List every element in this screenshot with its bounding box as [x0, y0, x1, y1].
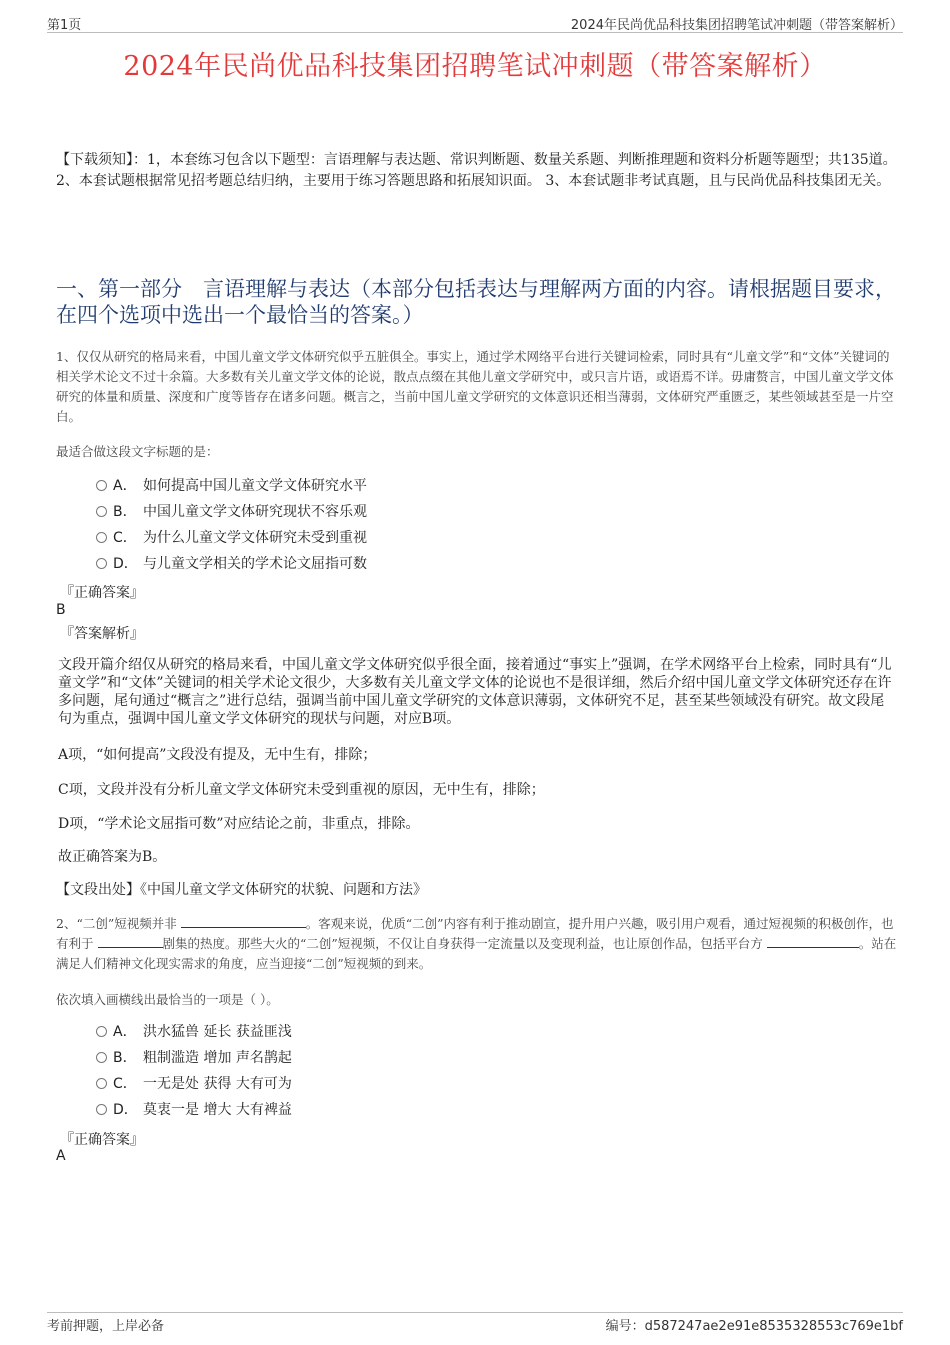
- q1-answer: B: [56, 602, 66, 618]
- radio-icon[interactable]: [96, 1026, 107, 1037]
- footer-slogan: 考前押题，上岸必备: [47, 1319, 165, 1334]
- fill-blank-1[interactable]: [181, 915, 306, 928]
- q1-line-a: A项，“如何提高”文段没有提及，无中生有，排除；: [58, 747, 377, 763]
- q1-source: 【文段出处】《中国儿童文学文体研究的状貌、问题和方法》: [56, 882, 427, 898]
- page-number: 第1页: [47, 18, 82, 33]
- q1-option-a[interactable]: A． 如何提高中国儿童文学文体研究水平: [96, 476, 367, 496]
- page-header: [47, 12, 903, 33]
- q1-analysis: 文段开篇介绍仅从研究的格局来看，中国儿童文学文体研究似乎很全面，接着通过“事实上”强调，在学术网络平台上检索，同时具有“儿童文学”和“文体”关键词的相关学术论文很少，大多数有关儿童文学文体的论说也不是很详细，然后介绍中国儿童文学文体研究还存在许多问题，尾句通过“概言之”进行总结，强调当前中国儿童文学研究的文体意识薄弱，文体研究不足，甚至某些领域没有研究。故文段尾句为重点，强调中国儿童文学文体研究的现状与问题，对应B项。: [58, 657, 892, 727]
- header-doc-title: 2024年民尚优品科技集团招聘笔试冲刺题（带答案解析）: [570, 18, 903, 33]
- q1-line-c: C项，文段并没有分析儿童文学文体研究未受到重视的原因，无中生有，排除；: [58, 782, 545, 798]
- q1-option-b[interactable]: B． 中国儿童文学文体研究现状不容乐观: [96, 502, 367, 522]
- radio-icon[interactable]: [96, 1052, 107, 1063]
- q2-option-a[interactable]: A． 洪水猛兽 延长 获益匪浅: [96, 1022, 292, 1042]
- q1-analysis-label: 『答案解析』: [60, 626, 144, 642]
- fill-blank-2[interactable]: [98, 935, 163, 948]
- q2-answer: A: [56, 1148, 66, 1164]
- radio-icon[interactable]: [96, 1104, 107, 1115]
- q1-conclusion: 故正确答案为B。: [58, 849, 167, 865]
- q2-option-c[interactable]: C． 一无是处 获得 大有可为: [96, 1074, 292, 1094]
- radio-icon[interactable]: [96, 480, 107, 491]
- q2-option-b[interactable]: B． 粗制滥造 增加 声名鹊起: [96, 1048, 292, 1068]
- q1-option-d[interactable]: D． 与儿童文学相关的学术论文屈指可数: [96, 554, 367, 574]
- q2-answer-label: 『正确答案』: [60, 1132, 144, 1148]
- radio-icon[interactable]: [96, 506, 107, 517]
- question-2-ask: 依次填入画横线出最恰当的一项是（ ）。: [56, 992, 279, 1007]
- q1-option-c[interactable]: C． 为什么儿童文学文体研究未受到重视: [96, 528, 367, 548]
- fill-blank-3[interactable]: [767, 935, 859, 948]
- q2-option-d[interactable]: D． 莫衷一是 增大 大有裨益: [96, 1100, 292, 1120]
- question-1-text: 1、仅仅从研究的格局来看，中国儿童文学文体研究似乎五脏俱全。事实上，通过学术网络平台进行关键词检索，同时具有“儿童文学”和“文体”关键词的相关学术论文不过十余篇。大多数有关儿童文学文体的论说，散点点缀在其他儿童文学研究中，或只言片语，或语焉不详。毋庸赘言，中国儿童文学文体研究的体量和质量、深度和广度等皆存在诸多问题。概言之，当前中国儿童文学研究的文体意识还相当薄弱，文体研究严重匮乏，某些领域甚至是一片空白。: [56, 349, 894, 424]
- question-2-text: 2、“二创”短视频并非 。客观来说，优质“二创”内容有利于推动剧宣，提升用户兴趣，吸引用户观看，通过短视频的积极创作，也有利于 剧集的热度。那些大火的“二创”短视频，不仅让自身获得一定流量以及变现利益，也让原创作品，包括平台方 。站在满足人们精神文化现实需求的角度，应当迎接“二创”短视频的到来。: [56, 916, 897, 971]
- radio-icon[interactable]: [96, 1078, 107, 1089]
- radio-icon[interactable]: [96, 532, 107, 543]
- q1-line-d: D项，“学术论文屈指可数”对应结论之前，非重点，排除。: [58, 816, 420, 832]
- section-heading: 一、第一部分 言语理解与表达（本部分包括表达与理解两方面的内容。请根据题目要求，在四个选项中选出一个最恰当的答案。）: [56, 277, 896, 327]
- document-title: 2024年民尚优品科技集团招聘笔试冲刺题（带答案解析）: [123, 51, 827, 82]
- footer-doc-id: 编号：d587247ae2e91e8535328553c769e1bf: [605, 1319, 903, 1334]
- question-1-ask: 最适合做这段文字标题的是：: [56, 444, 219, 459]
- q1-answer-label: 『正确答案』: [60, 585, 144, 601]
- radio-icon[interactable]: [96, 558, 107, 569]
- page-footer: [47, 1312, 903, 1333]
- download-notice: 【下载须知】：1，本套练习包含以下题型：言语理解与表达题、常识判断题、数量关系题、判断推理题和资料分析题等题型；共135道。 2、本套试题根据常见招考题总结归纳，主要用于练习答题思路和拓展知识面。 3、本套试题非考试真题，且与民尚优品科技集团无关。: [56, 152, 897, 189]
